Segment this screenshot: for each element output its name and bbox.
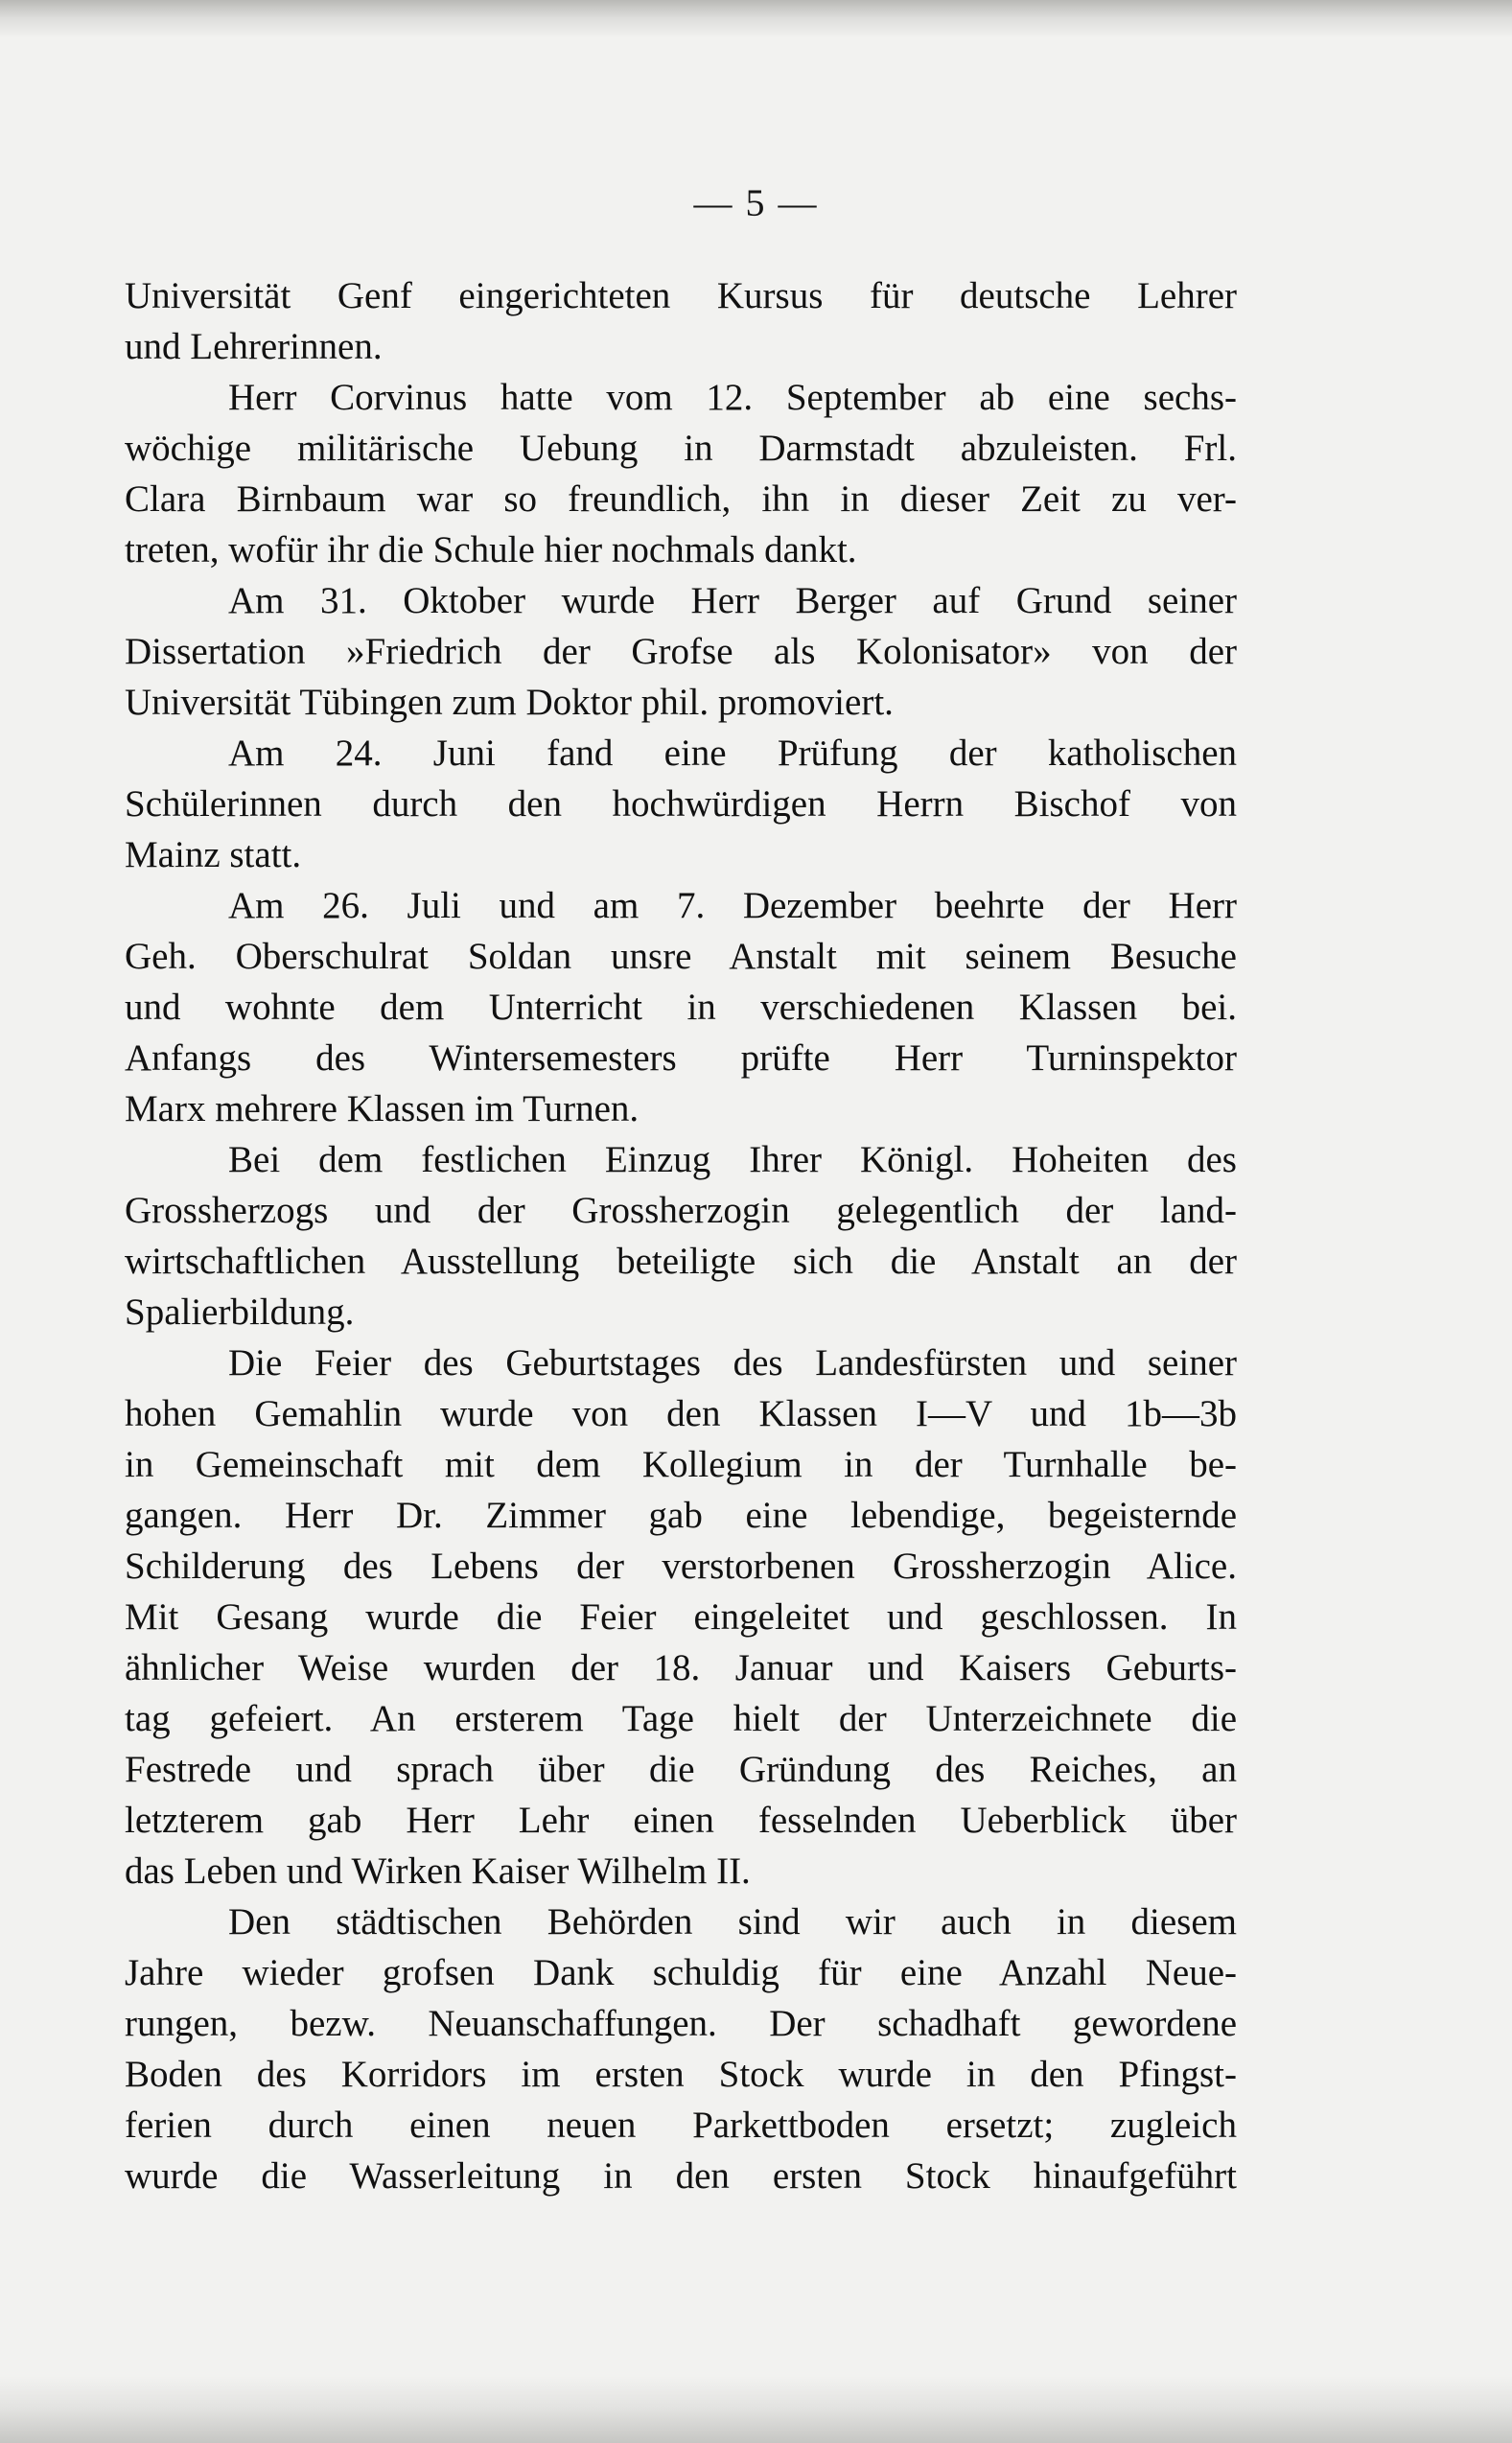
text-line: Universität Tübingen zum Doktor phil. promoviert. (125, 682, 894, 723)
text-line: tag gefeiert. An ersterem Tage hielt der Unterzeichnete die (125, 1698, 1237, 1739)
text-line: hohen Gemahlin wurde von den Klassen I—V und 1b—3b (125, 1393, 1237, 1434)
scan-shadow-top (0, 0, 1512, 38)
text-line: Schilderung des Lebens der verstorbenen Grossherzogin Alice. (125, 1546, 1237, 1587)
text-line: Boden des Korridors im ersten Stock wurde in den Pfingst- (125, 2054, 1237, 2095)
text-line: und Lehrerinnen. (125, 326, 383, 367)
text-line: treten, wofür ihr die Schule hier nochmals dankt. (125, 529, 857, 570)
text-line: Die Feier des Geburtstages des Landesfürsten und seiner (228, 1342, 1237, 1384)
text-line: Universität Genf eingerichteten Kursus für deutsche Lehrer (125, 275, 1237, 316)
text-line: Schülerinnen durch den hochwürdigen Herrn Bischof von (125, 783, 1237, 825)
text-line: Am 24. Juni fand eine Prüfung der katholischen (228, 733, 1237, 774)
text-line: Geh. Oberschulrat Soldan unsre Anstalt mit seinem Besuche (125, 936, 1237, 977)
text-line: letzterem gab Herr Lehr einen fesselnden Ueberblick über (125, 1800, 1237, 1841)
text-line: Jahre wieder grofsen Dank schuldig für eine Anzahl Neue- (125, 1952, 1237, 1993)
text-line: das Leben und Wirken Kaiser Wilhelm II. (125, 1850, 751, 1892)
text-line: Am 31. Oktober wurde Herr Berger auf Grund seiner (228, 580, 1237, 621)
text-line: ähnlicher Weise wurden der 18. Januar und Kaisers Geburts- (125, 1647, 1237, 1688)
body-text (125, 270, 1237, 2201)
text-line: Spalierbildung. (125, 1291, 355, 1333)
text-line: Mainz statt. (125, 834, 302, 875)
text-line: rungen, bezw. Neuanschaffungen. Der schadhaft gewordene (125, 2003, 1237, 2044)
text-line: ferien durch einen neuen Parkettboden ersetzt; zugleich (125, 2105, 1237, 2146)
text-line: in Gemeinschaft mit dem Kollegium in der Turnhalle be- (125, 1444, 1237, 1485)
text-line: Herr Corvinus hatte vom 12. September ab eine sechs- (228, 377, 1237, 418)
text-line: Dissertation »Friedrich der Grofse als Kolonisator» von der (125, 631, 1237, 672)
text-line: wirtschaftlichen Ausstellung beteiligte sich die Anstalt an der (125, 1241, 1237, 1282)
text-line: Grossherzogs und der Grossherzogin gelegentlich der land- (125, 1190, 1237, 1231)
text-line: Marx mehrere Klassen im Turnen. (125, 1088, 640, 1129)
text-line: wurde die Wasserleitung in den ersten Stock hinaufgeführt (125, 2155, 1237, 2197)
text-line: Den städtischen Behörden sind wir auch in diesem (228, 1901, 1237, 1943)
text-line: Bei dem festlichen Einzug Ihrer Königl. Hoheiten des (228, 1139, 1237, 1180)
text-line: Clara Birnbaum war so freundlich, ihn in dieser Zeit zu ver- (125, 478, 1237, 520)
text-line: und wohnte dem Unterricht in verschiedenen Klassen bei. (125, 987, 1237, 1028)
page-number: — 5 — (693, 181, 819, 224)
text-line: Am 26. Juli und am 7. Dezember beehrte der Herr (228, 885, 1237, 926)
text-line: Festrede und sprach über die Gründung des Reiches, an (125, 1749, 1237, 1790)
text-line: gangen. Herr Dr. Zimmer gab eine lebendige, begeisternde (125, 1495, 1237, 1536)
text-line: Anfangs des Wintersemesters prüfte Herr Turninspektor (125, 1037, 1237, 1079)
text-line: wöchige militärische Uebung in Darmstadt abzuleisten. Frl. (125, 428, 1237, 469)
scan-shadow-bottom (0, 2376, 1512, 2443)
text-line: Mit Gesang wurde die Feier eingeleitet und geschlossen. In (125, 1596, 1237, 1638)
